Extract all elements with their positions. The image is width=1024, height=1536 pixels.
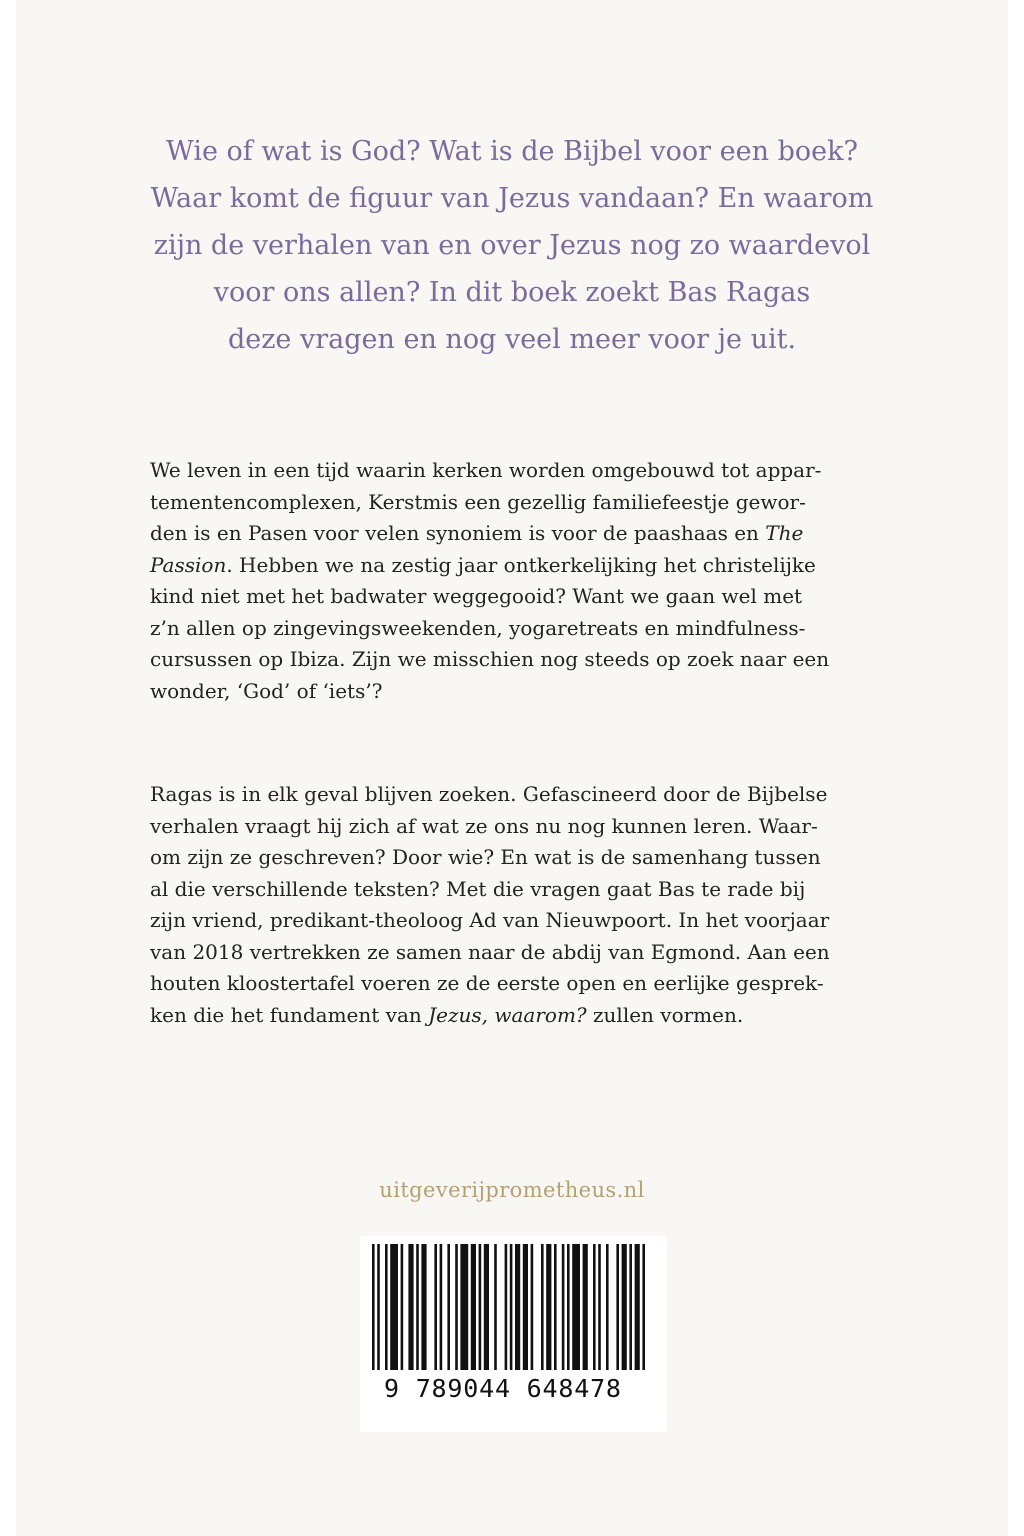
barcode-bar — [447, 1244, 450, 1370]
book-title-italic: Passion — [150, 552, 227, 577]
barcode-bar — [593, 1244, 596, 1370]
text-span: zullen vormen. — [586, 1002, 744, 1027]
barcode-bar — [505, 1244, 508, 1370]
barcode-bar — [494, 1244, 497, 1370]
barcode-bar — [606, 1244, 609, 1370]
barcode-bar — [515, 1244, 520, 1370]
text-line: Ragas is in elk geval blijven zoeken. Gefascineerd door de Bijbelse — [150, 782, 828, 806]
barcode-bar — [479, 1244, 482, 1370]
isbn-digits: 9 789044 648478 — [384, 1374, 622, 1403]
barcode-bar — [642, 1244, 645, 1370]
barcode-bar — [460, 1244, 468, 1370]
barcode-bar — [440, 1244, 443, 1370]
text-line: cursussen op Ibiza. Zijn we misschien nog steeds op zoek naar een — [150, 647, 830, 671]
barcode-bar — [377, 1244, 380, 1370]
barcode-bar — [598, 1244, 601, 1370]
barcode-bar — [635, 1244, 640, 1370]
text-line: tementencomplexen, Kerstmis een gezellig familiefeestje gewor- — [150, 489, 806, 514]
text-line: wonder, ‘God’ of ‘iets’? — [150, 678, 383, 703]
intro-line: deze vragen en nog veel meer voor je uit. — [227, 324, 797, 355]
barcode-bar — [583, 1244, 588, 1370]
intro-line: voor ons allen? In dit boek zoekt Bas Ragas — [213, 277, 811, 308]
barcode-bar — [622, 1244, 627, 1370]
barcode-bar — [401, 1244, 404, 1370]
barcode-bar — [629, 1244, 632, 1370]
barcode-bar — [434, 1244, 437, 1370]
text-line: verhalen vraagt hij zich af wat ze ons nu nog kunnen leren. Waar- — [150, 813, 818, 838]
text-line: We leven in een tijd waarin kerken worden omgebouwd tot appar- — [150, 458, 822, 482]
barcode-bar — [523, 1244, 528, 1370]
text-line: houten kloostertafel voeren ze de eerste open en eerlijke gesprek- — [150, 971, 824, 995]
barcode-bar — [408, 1244, 413, 1370]
barcode-bar — [484, 1244, 489, 1370]
barcode-bar — [421, 1244, 426, 1370]
barcode-bar — [455, 1244, 458, 1370]
text-line: kind niet met het badwater weggegooid? Want we gaan wel met — [150, 584, 803, 608]
barcode-bar — [554, 1244, 557, 1370]
text-line: zijn vriend, predikant-theoloog Ad van Nieuwpoort. In het voorjaar — [150, 908, 830, 932]
text-line: van 2018 vertrekken ze samen naar de abdij van Egmond. Aan een — [150, 939, 830, 964]
body-paragraph-1 — [150, 455, 890, 707]
barcode-bar — [546, 1244, 551, 1370]
publisher-website: uitgeverijprometheus.nl — [379, 1178, 645, 1202]
intro-line: Waar komt de figuur van Jezus vandaan? En waarom — [150, 183, 874, 214]
text-line — [150, 550, 890, 582]
intro-line: zijn de verhalen van en over Jezus nog zo waardevol — [153, 230, 871, 261]
text-span: den is en Pasen voor velen synoniem is voor de paashaas en — [150, 521, 766, 545]
text-line: z’n allen op zingevingsweekenden, yogaretreats en mindfulness- — [150, 615, 806, 640]
book-title-italic: The — [765, 521, 804, 545]
text-span: ken die het fundament van — [150, 1002, 429, 1027]
barcode-bar — [372, 1244, 375, 1370]
barcode-bar — [510, 1244, 513, 1370]
barcode — [360, 1236, 667, 1432]
barcode-bar — [616, 1244, 619, 1370]
book-title-italic: Jezus, waarom? — [428, 1002, 587, 1027]
intro-blurb — [0, 128, 1024, 363]
barcode-bar — [416, 1244, 419, 1370]
barcode-bar — [390, 1244, 398, 1370]
intro-line: Wie of wat is God? Wat is de Bijbel voor een boek? — [166, 136, 858, 167]
barcode-bar — [385, 1244, 388, 1370]
barcode-bar — [531, 1244, 534, 1370]
text-line — [150, 1000, 890, 1032]
text-line: al die verschillende teksten? Met die vragen gaat Bas te rade bij — [150, 876, 806, 901]
body-paragraph-2 — [150, 779, 890, 1031]
text-line — [150, 518, 890, 550]
text-span: . Hebben we na zestig jaar ontkerkelijking het christelijke — [226, 552, 816, 577]
barcode-bar — [471, 1244, 476, 1370]
barcode-bar — [562, 1244, 565, 1370]
barcode-bar — [541, 1244, 544, 1370]
barcode-bar — [567, 1244, 570, 1370]
text-line: om zijn ze geschreven? Door wie? En wat is de samenhang tussen — [150, 845, 821, 869]
barcode-bar — [572, 1244, 580, 1370]
